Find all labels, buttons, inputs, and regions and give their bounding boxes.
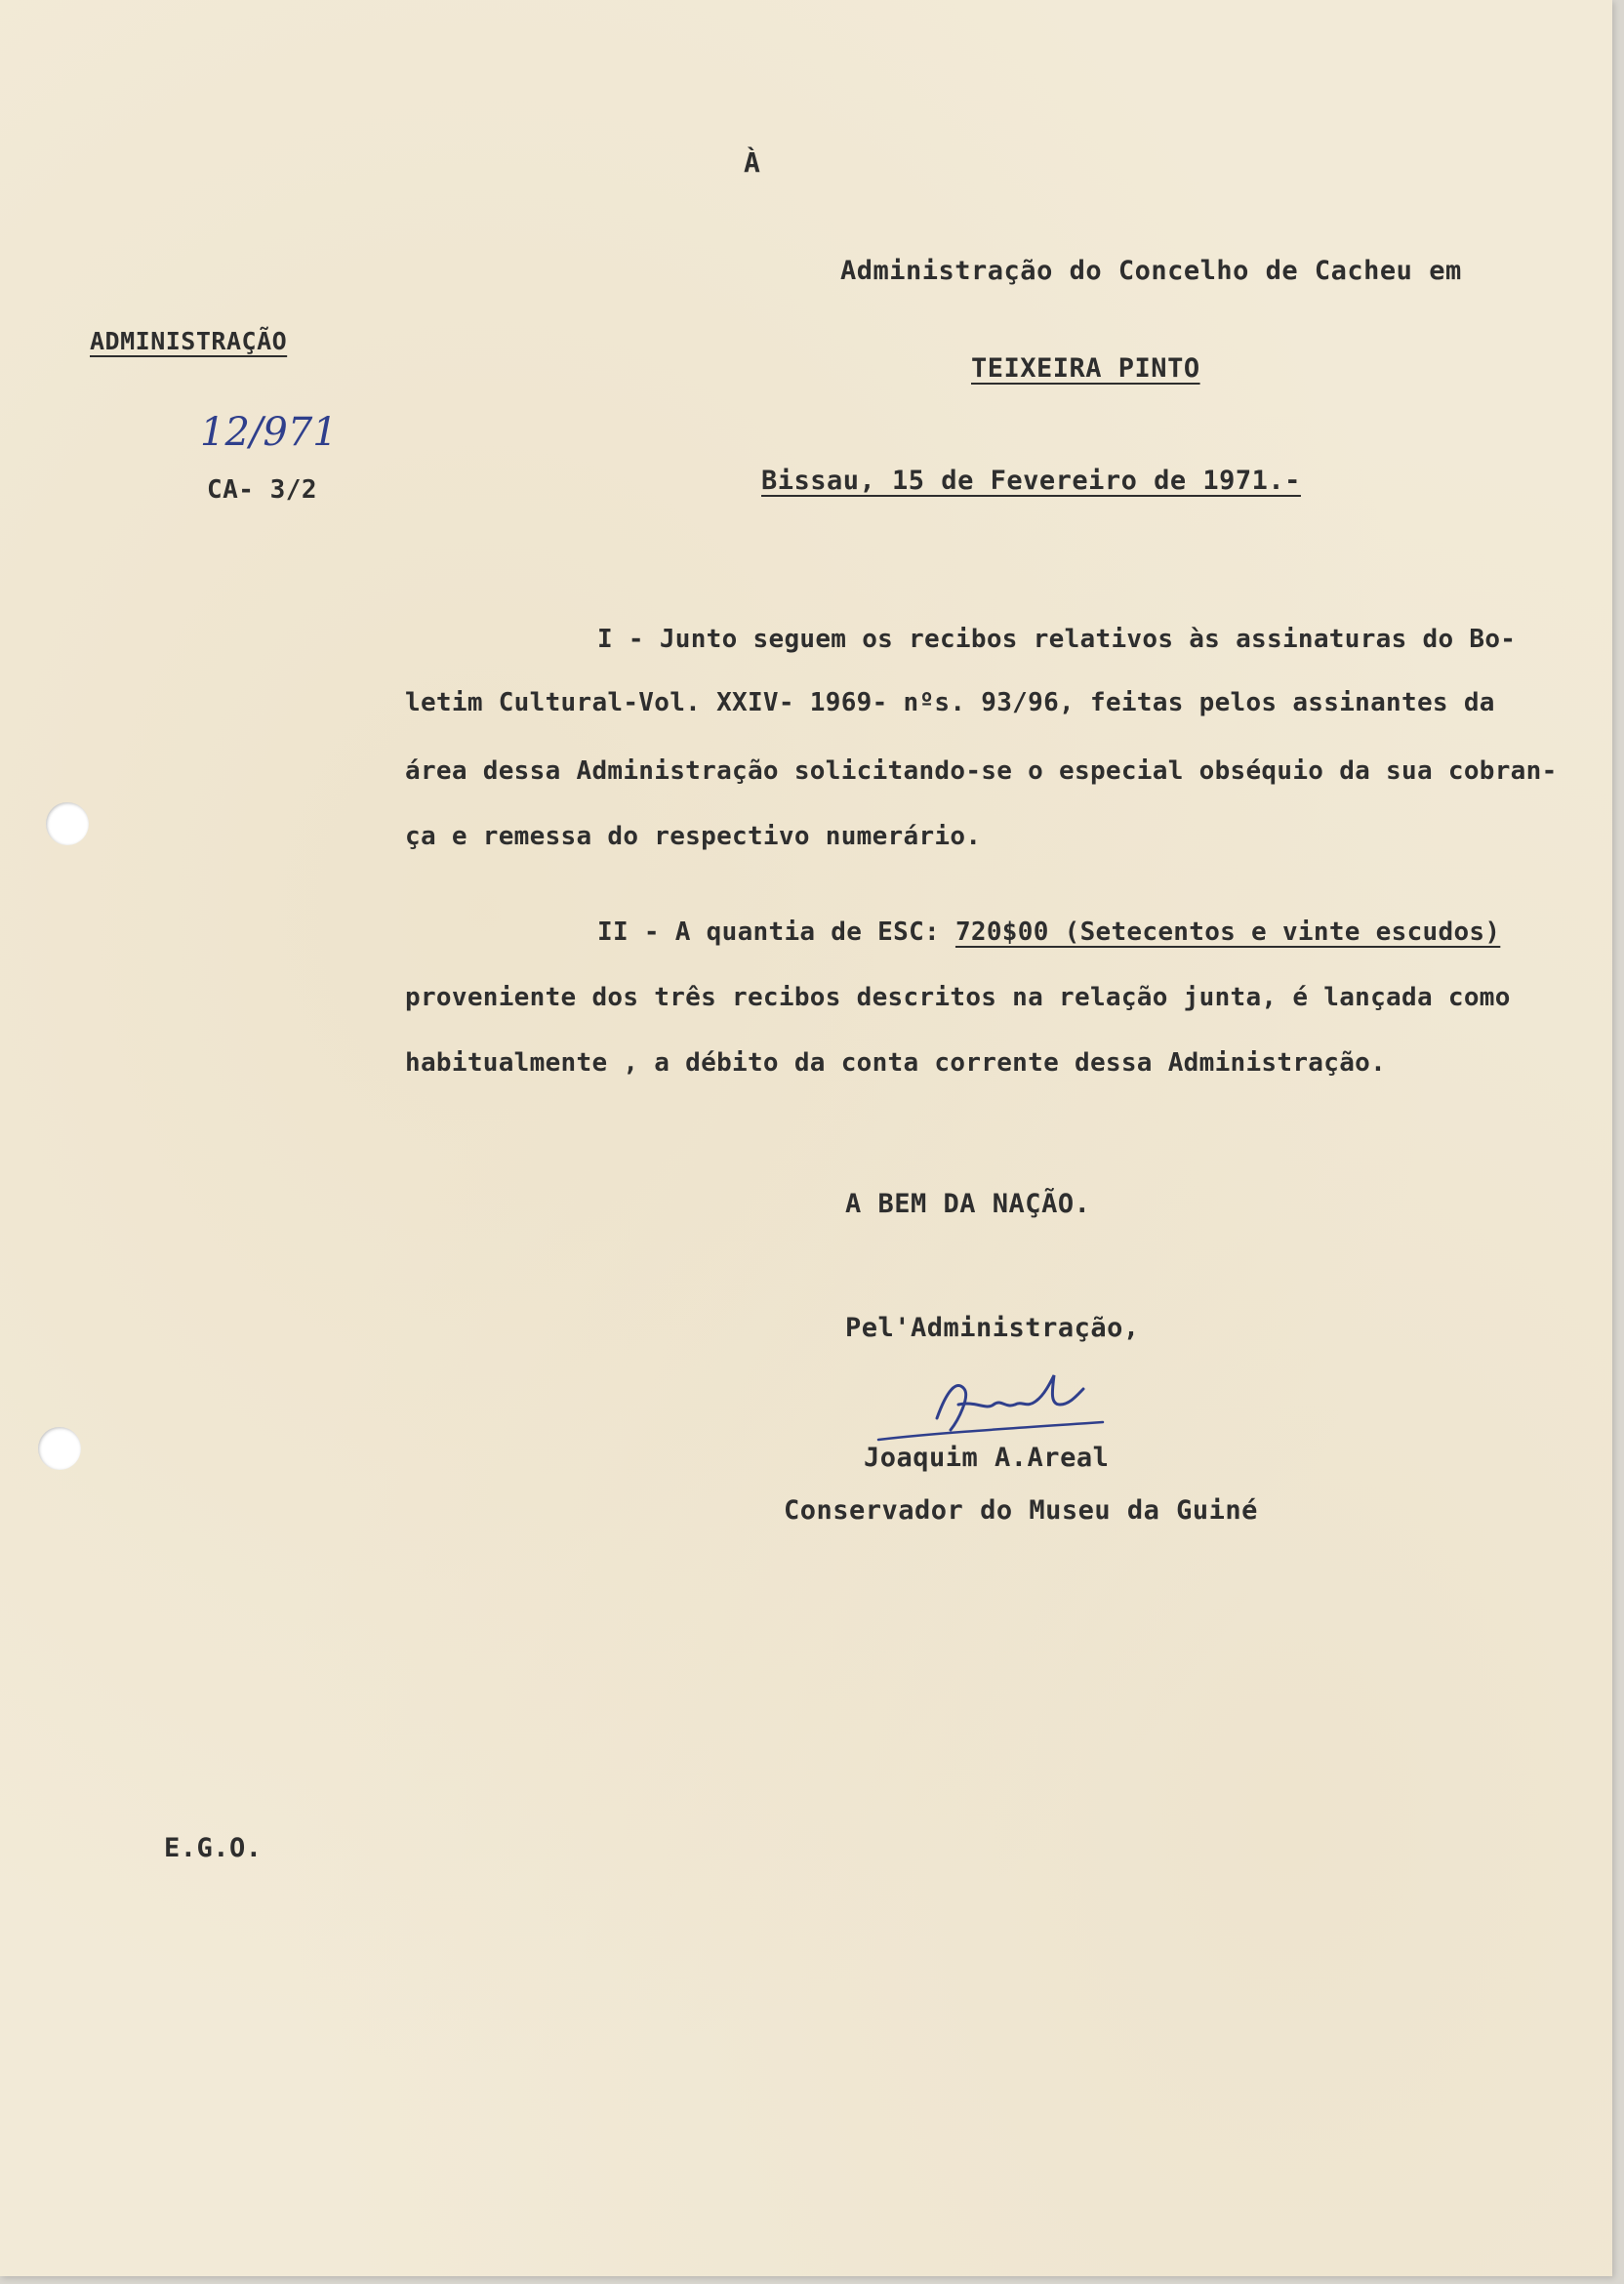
paragraph1-line4: ça e remessa do respectivo numerário. [405,822,982,851]
signer-name: Joaquim A.Areal [864,1443,1110,1473]
signature-mark [869,1362,1122,1449]
paragraph2-line2: proveniente dos três recibos descritos na relação junta, é lançada como [405,983,1511,1012]
closing-phrase: A BEM DA NAÇÃO. [845,1189,1091,1219]
paragraph2-line1 [597,918,1500,947]
recipient-line-2: TEIXEIRA PINTO [971,353,1200,384]
sign-off: Pel'Administração, [845,1313,1140,1343]
handwritten-reference: 12/971 [200,410,338,455]
recipient-line-1: Administração do Concelho de Cacheu em [840,256,1462,286]
punch-hole-top [46,802,89,845]
typed-reference: CA- 3/2 [207,475,318,505]
signer-title: Conservador do Museu da Guiné [784,1495,1258,1526]
paragraph1-line3: área dessa Administração solicitando-se o especial obséquio da sua cobran- [405,756,1558,786]
top-mark: À [744,146,761,179]
paragraph1-line2: letim Cultural-Vol. XXIV- 1969- nºs. 93/96, feitas pelos assinantes da [405,688,1495,717]
paragraph2-line3: habitualmente , a débito da conta corrente dessa Administração. [405,1048,1387,1078]
paragraph1-line1: I - Junto seguem os recibos relativos às assinaturas do Bo- [597,625,1517,654]
amount-text: 720$00 (Setecentos e vinte escudos) [954,918,1501,947]
dateline: Bissau, 15 de Fevereiro de 1971.- [761,466,1301,496]
initials: E.G.O. [164,1833,263,1863]
paragraph2-lead: II - A quantia de ESC: [597,918,955,947]
margin-heading: ADMINISTRAÇÃO [90,327,288,355]
punch-hole-bottom [38,1427,81,1470]
